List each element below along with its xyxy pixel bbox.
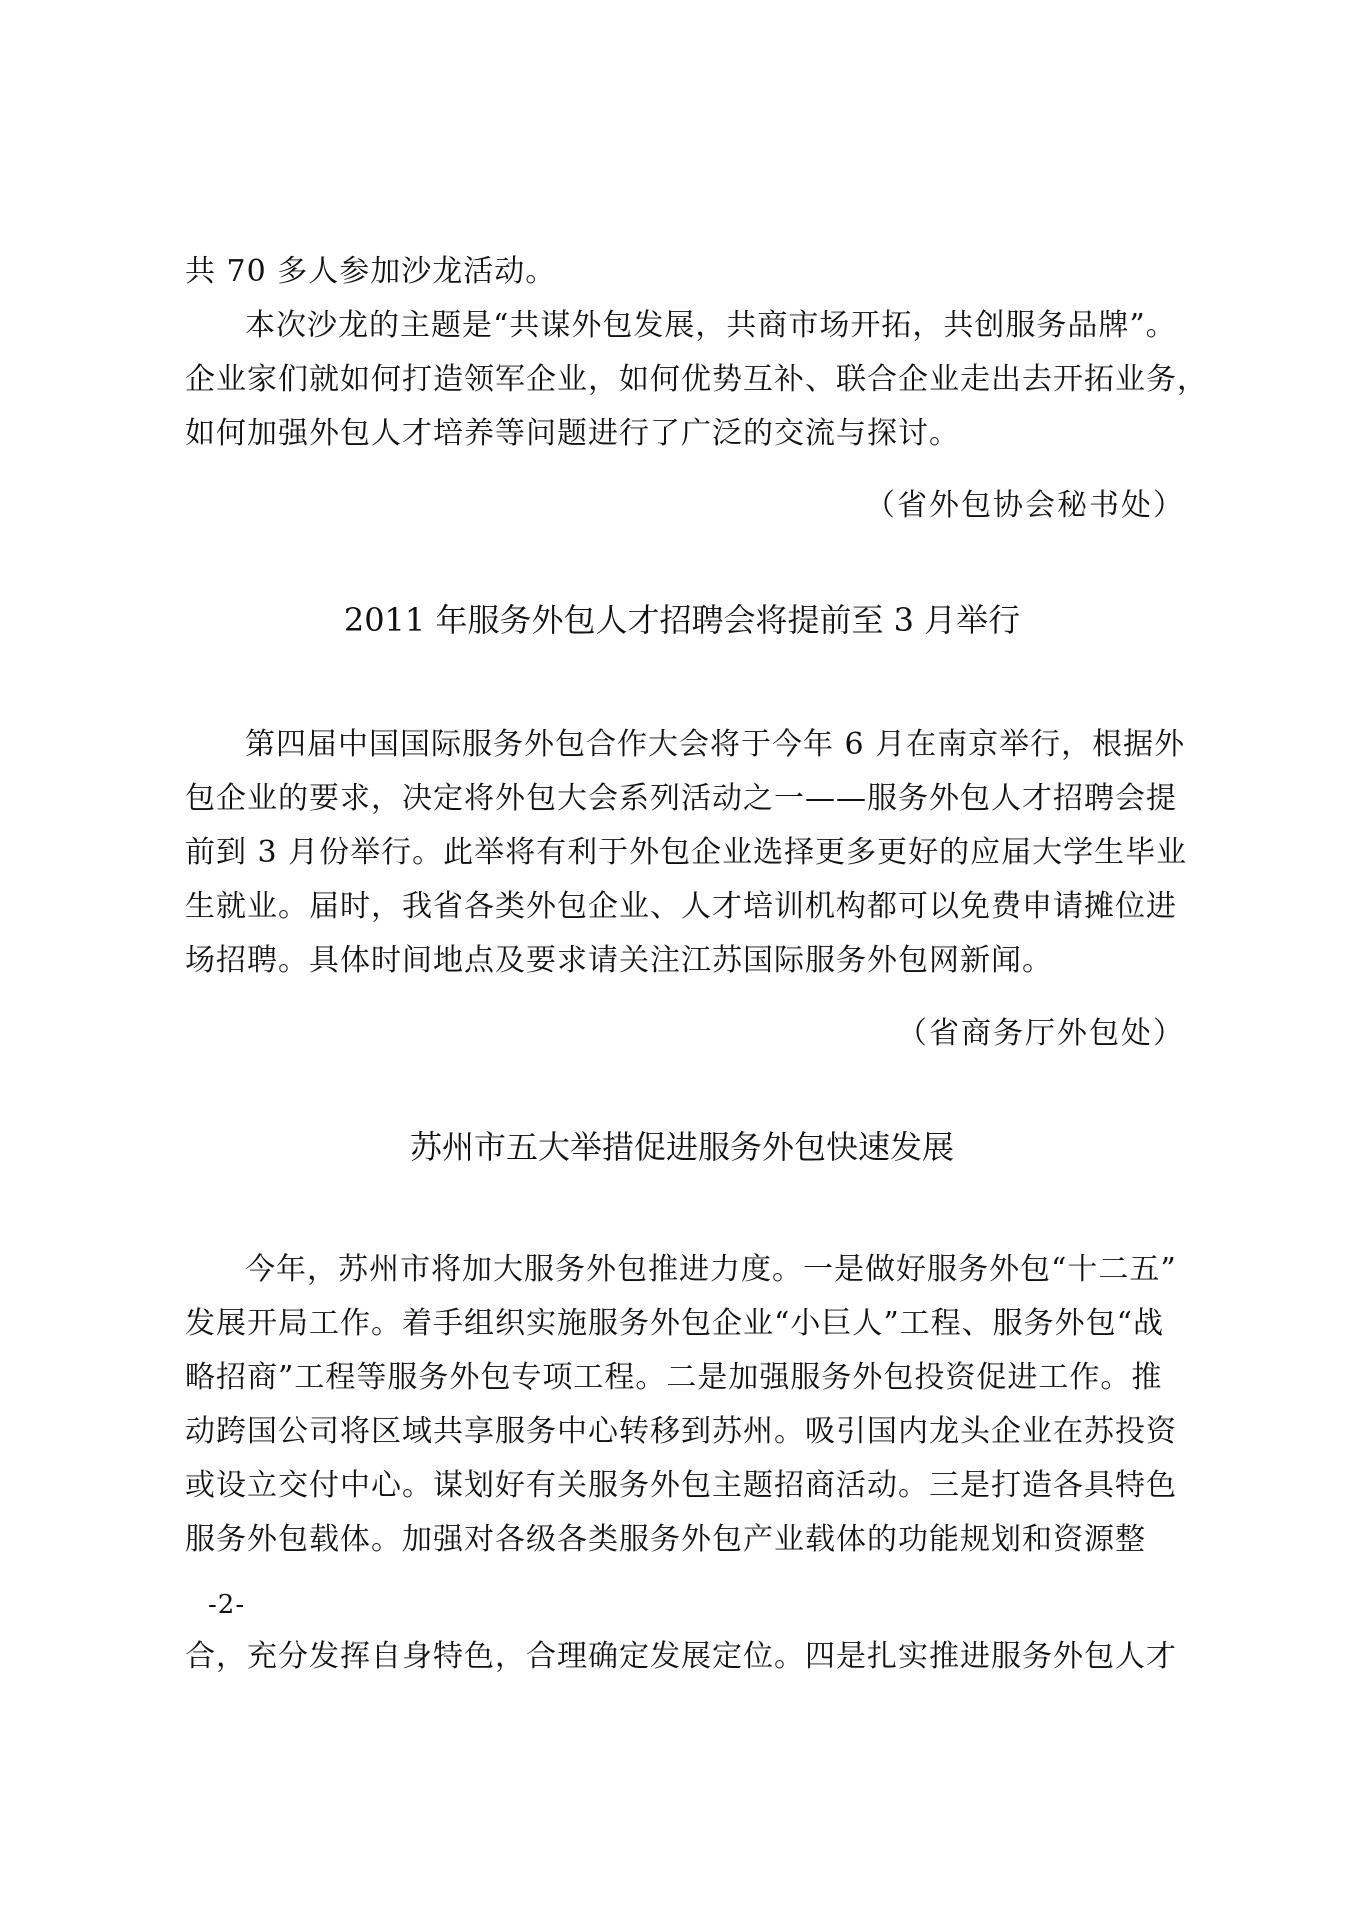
paragraph-line: 共 70 多人参加沙龙活动。 [185,254,557,289]
page-number: -2- [208,1590,246,1620]
paragraph-line: 发展开局工作。着手组织实施服务外包企业“小巨人”工程、服务外包“战 [185,1306,1165,1341]
paragraph-line: 包企业的要求，决定将外包大会系列活动之一——服务外包人才招聘会提 [185,781,1177,816]
paragraph-line: 企业家们就如何打造领军企业，如何优势互补、联合企业走出去开拓业务， [185,362,1208,397]
paragraph-line: 或设立交付中心。谋划好有关服务外包主题招商活动。三是打造各具特色 [185,1468,1177,1503]
paragraph-line: 生就业。届时，我省各类外包企业、人才培训机构都可以免费申请摊位进 [185,889,1177,924]
paragraph-line: 动跨国公司将区域共享服务中心转移到苏州。吸引国内龙头企业在苏投资 [185,1414,1177,1449]
paragraph-line: 场招聘。具体时间地点及要求请关注江苏国际服务外包网新闻。 [185,943,1053,978]
paragraph-line: 第四届中国国际服务外包合作大会将于今年 6 月在南京举行，根据外 [245,727,1186,762]
paragraph-line: 如何加强外包人才培养等问题进行了广泛的交流与探讨。 [185,416,960,451]
source-attribution: （省商务厅外包处） [897,1016,1185,1051]
article-title: 2011 年服务外包人才招聘会将提前至 3 月举行 [343,601,1021,639]
paragraph-line: 合，充分发挥自身特色，合理确定发展定位。四是扎实推进服务外包人才 [185,1639,1177,1674]
paragraph-line: 今年，苏州市将加大服务外包推进力度。一是做好服务外包“十二五” [245,1252,1177,1287]
paragraph-line: 本次沙龙的主题是“共谋外包发展，共商市场开拓，共创服务品牌”。 [245,308,1177,343]
source-attribution: （省外包协会秘书处） [865,488,1185,523]
paragraph-line: 服务外包载体。加强对各级各类服务外包产业载体的功能规划和资源整 [185,1522,1146,1557]
paragraph-line: 前到 3 月份举行。此举将有利于外包企业选择更多更好的应届大学生毕业 [185,835,1188,870]
paragraph-line: 略招商”工程等服务外包专项工程。二是加强服务外包投资促进工作。推 [185,1360,1163,1395]
article-title: 苏州市五大举措促进服务外包快速发展 [409,1128,954,1166]
